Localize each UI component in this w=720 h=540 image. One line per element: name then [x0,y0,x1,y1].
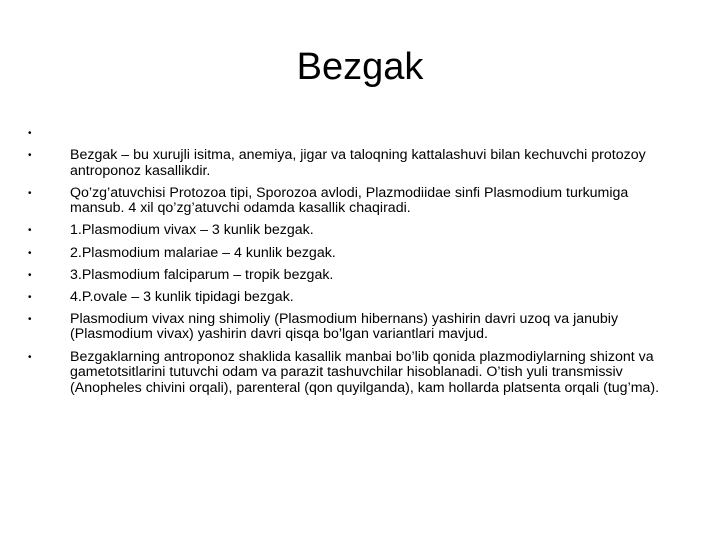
list-item [28,268,678,284]
slide-title: Bezgak [296,46,424,88]
list-item-text: 2.Plasmodium malariae – 4 kunlik bezgak. [70,244,336,261]
list-item [28,246,678,262]
list-item [28,312,678,343]
list-item [28,223,678,239]
list-item-text: Bezgak – bu xurujli isitma, anemiya, jigar va taloqning kattalashuvi bilan kechuvchi protozoy antroponoz kasallikdir. [70,147,646,179]
bullet-icon: • [28,187,32,199]
bullet-icon: • [28,247,32,259]
bullet-icon: • [28,150,32,162]
list-item-text: 4.P.ovale – 3 kunlik tipidagi bezgak. [70,288,294,305]
list-item-text: Bezgaklarning antroponoz shaklida kasallik manbai bo’lib qonida plazmodiylarning shizont va gametotsitlarini tutuvchi odam va parazit tashuvchilar hisoblanadi. O’tish yuli transmissiv (Anopheles chivini orqali), parenteral (qon quyilganda), kam hollarda platsenta orqali (tug’ma). [70,348,660,396]
bullet-icon: • [28,128,32,139]
bullet-icon: • [28,351,32,363]
bullet-icon: • [28,313,32,325]
list-item-text: Plasmodium vivax ning shimoliy (Plasmodium hibernans) yashirin davri uzoq va janubiy (Plasmodium vivax) yashirin davri qisqa bo’lgan variantlari mavjud. [70,310,619,343]
list-item [28,148,678,179]
bullet-list [28,126,678,403]
list-item [28,126,678,142]
bullet-icon: • [28,225,32,237]
list-item-text: 1.Plasmodium vivax – 3 kunlik bezgak. [70,222,314,239]
list-item [28,350,678,397]
bullet-icon: • [28,291,32,303]
list-item-text: Qo’zg’atuvchisi Protozoa tipi, Sporozoa avlodi, Plazmodiidae sinfi Plasmodium turkumiga mansub. 4 xil qo’zg’atuvchi odamda kasallik chaqiradi. [70,184,629,217]
bullet-icon: • [28,269,32,281]
list-item [28,186,678,217]
list-item-text: 3.Plasmodium falciparum – tropik bezgak. [70,266,334,283]
list-item [28,290,678,306]
